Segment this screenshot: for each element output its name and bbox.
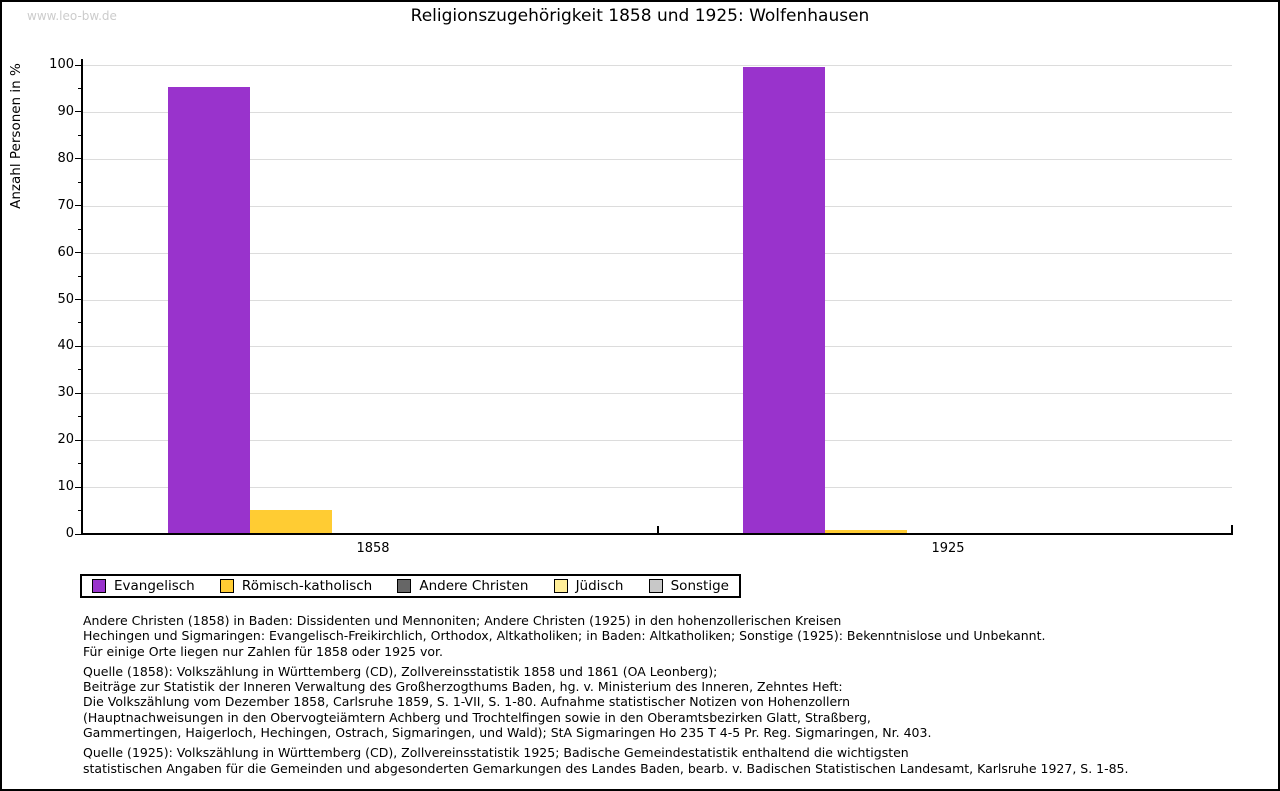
y-tick-label-70: 70 [57, 197, 74, 213]
legend-swatch-andere-christen [397, 579, 411, 593]
note-line: Beiträge zur Statistik der Inneren Verwaltung des Großherzogthums Baden, hg. v. Ministerium des Inneren, Zehntes Heft: [83, 679, 843, 695]
gridline-40 [82, 346, 1232, 347]
x-axis [81, 533, 1233, 535]
y-tick-label-60: 60 [57, 244, 74, 260]
bar-evangelisch-1925 [743, 67, 825, 533]
y-tick-label-50: 50 [57, 291, 74, 307]
notes-text [83, 613, 1258, 781]
y-tick-label-90: 90 [57, 103, 74, 119]
legend-swatch-sonstige [649, 579, 663, 593]
note-line: Für einige Orte liegen nur Zahlen für 1858 oder 1925 vor. [83, 643, 443, 659]
note-line: (Hauptnachweisungen in den Obervogteiämtern Achberg und Trochtelfingen sowie in den Oberamtsbezirken Glatt, Straßberg, [83, 709, 871, 725]
y-tick-label-10: 10 [57, 479, 74, 495]
gridline-60 [82, 253, 1232, 254]
bar-r-misch-katholisch-1925 [825, 530, 907, 533]
gridline-20 [82, 440, 1232, 441]
legend-swatch-r-misch-katholisch [220, 579, 234, 593]
note-line: Die Volkszählung vom Dezember 1858, Carlsruhe 1859, S. 1-VII, S. 1-80. Aufnahme statistischer Notizen von Hohenzollern [83, 694, 851, 710]
legend-item-sonstige [649, 578, 729, 594]
y-tick-label-30: 30 [57, 385, 74, 401]
legend-item-evangelisch [92, 578, 195, 594]
y-tick-label-40: 40 [57, 338, 74, 354]
gridline-90 [82, 112, 1232, 113]
note-line: Quelle (1925): Volkszählung in Württemberg (CD), Zollvereinsstatistik 1925; Badische Gemeindestatistik enthaltend die wichtigsten [83, 745, 909, 761]
gridline-100 [82, 65, 1232, 66]
gridline-80 [82, 159, 1232, 160]
legend-item-andere-christen [397, 578, 528, 594]
legend-label: Andere Christen [419, 578, 529, 594]
legend-label: Evangelisch [114, 578, 195, 594]
legend-swatch-evangelisch [92, 579, 106, 593]
note-line: Hechingen und Sigmaringen: Evangelisch-Freikirchlich, Orthodox, Altkatholiken; in Baden: Altkatholiken; Sonstige (1925): Bekenntnislose und Unbekannt. [83, 628, 1046, 644]
note-line: Gammertingen, Haigerloch, Hechingen, Ostrach, Sigmaringen, und Wald); StA Sigmaringen Ho 235 T 4-5 Pr. Reg. Sigmaringen, Nr. 403. [83, 725, 932, 741]
legend-item-j-disch [554, 578, 624, 594]
y-axis-title: Anzahl Personen in % [8, 63, 24, 209]
y-tick-label-100: 100 [49, 57, 74, 72]
gridline-30 [82, 393, 1232, 394]
note-line: Quelle (1858): Volkszählung in Württemberg (CD), Zollvereinsstatistik 1858 und 1861 (OA Leonberg); [83, 663, 718, 679]
x-axis-end-tick [1231, 525, 1233, 533]
x-axis-mid-tick [657, 526, 659, 533]
x-category-label-1858: 1858 [356, 541, 390, 556]
y-tick-label-80: 80 [57, 150, 74, 166]
y-tick-label-20: 20 [57, 432, 74, 448]
y-tick-label-0: 0 [65, 526, 74, 541]
y-axis [81, 59, 83, 535]
x-category-label-1925: 1925 [931, 541, 965, 556]
legend-swatch-j-disch [554, 579, 568, 593]
gridline-70 [82, 206, 1232, 207]
bar-evangelisch-1858 [168, 87, 250, 533]
note-paragraph-3 [83, 745, 1258, 776]
legend-label: Jüdisch [575, 578, 624, 594]
legend-label: Sonstige [670, 578, 729, 594]
note-line: Andere Christen (1858) in Baden: Dissidenten und Mennoniten; Andere Christen (1925) in den hohenzollerischen Kreisen [83, 613, 842, 628]
watermark: www.leo-bw.de [27, 9, 117, 23]
note-paragraph-1 [83, 613, 1258, 659]
bar-r-misch-katholisch-1858 [250, 510, 332, 533]
legend [80, 574, 741, 598]
gridline-50 [82, 300, 1232, 301]
note-line: statistischen Angaben für die Gemeinden und abgesonderten Gemarkungen des Landes Baden, bearb. v. Badischen Statistischen Landesamt, Karlsruhe 1927, S. 1-85. [83, 760, 1129, 776]
legend-item-r-misch-katholisch [220, 578, 372, 594]
gridline-10 [82, 487, 1232, 488]
chart-title: Religionszugehörigkeit 1858 und 1925: Wolfenhausen [410, 6, 870, 26]
legend-label: Römisch-katholisch [241, 578, 373, 594]
note-paragraph-2 [83, 664, 1258, 740]
